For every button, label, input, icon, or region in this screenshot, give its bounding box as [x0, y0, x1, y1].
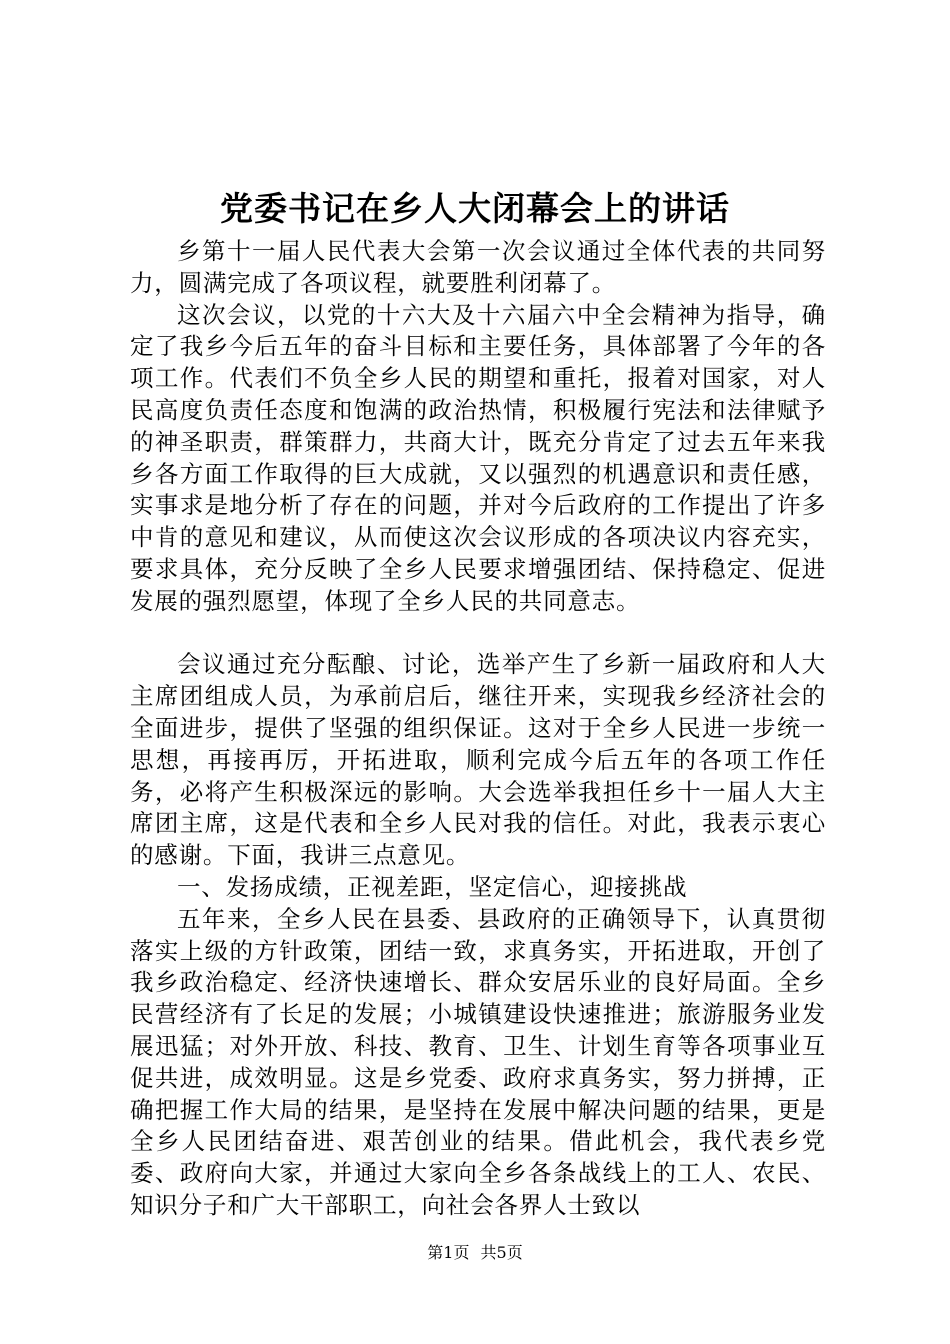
paragraph-achievements: 五年来，全乡人民在县委、县政府的正确领导下，认真贯彻落实上级的方针政策，团结一致，求真务实，开拓进取，开创了我乡政治稳定、经济快速增长、群众安居乐业的良好局面。全乡民营经济有了长足的发展；小城镇建设快速推进；旅游服务业发展迅猛；对外开放、科技、教育、卫生、计划生育等各项事业互促共进，成效明显。这是乡党委、政府求真务实，努力拼搏，正确把握工作大局的结果，是坚持在发展中解决问题的结果，更是全乡人民团结奋进、艰苦创业的结果。借此机会，我代表乡党委、政府向大家，并通过大家向全乡各条战线上的工人、农民、知识分子和广大干部职工，向社会各界人士致以 [130, 904, 826, 1219]
section-heading-one: 一、发扬成绩，正视差距，坚定信心，迎接挑战 [177, 872, 688, 901]
page-total: 共5页 [480, 1243, 523, 1262]
paragraph-meeting-summary: 这次会议，以党的十六大及十六届六中全会精神为指导，确定了我乡今后五年的奋斗目标和主要任务，具体部署了今年的各项工作。代表们不负全乡人民的期望和重托，报着对国家，对人民高度负责任态度和饱满的政治热情，积极履行宪法和法律赋予的神圣职责，群策群力，共商大计，既充分肯定了过去五年来我乡各方面工作取得的巨大成就，又以强烈的机遇意识和责任感，实事求是地分析了存在的问题，并对今后政府的工作提出了许多中肯的意见和建议，从而使这次会议形成的各项决议内容充实，要求具体，充分反映了全乡人民要求增强团结、保持稳定、促进发展的强烈愿望，体现了全乡人民的共同意志。 [130, 300, 826, 615]
document-body [130, 236, 826, 1222]
page-number: 第1页 [427, 1243, 470, 1262]
paragraph-opening: 乡第十一届人民代表大会第一次会议通过全体代表的共同努力，圆满完成了各项议程，就要胜利闭幕了。 [130, 237, 826, 297]
paragraph-election: 会议通过充分酝酿、讨论，选举产生了乡新一届政府和人大主席团组成人员，为承前启后，继往开来，实现我乡经济社会的全面进步，提供了坚强的组织保证。这对于全乡人民进一步统一思想，再接再厉，开拓进取，顺利完成今后五年的各项工作任务，必将产生积极深远的影响。大会选举我担任乡十一届人大主席团主席，这是代表和全乡人民对我的信任。对此，我表示衷心的感谢。下面，我讲三点意见。 [130, 650, 826, 870]
page-footer [0, 1242, 950, 1264]
document-title: 党委书记在乡人大闭幕会上的讲话 [220, 189, 730, 228]
